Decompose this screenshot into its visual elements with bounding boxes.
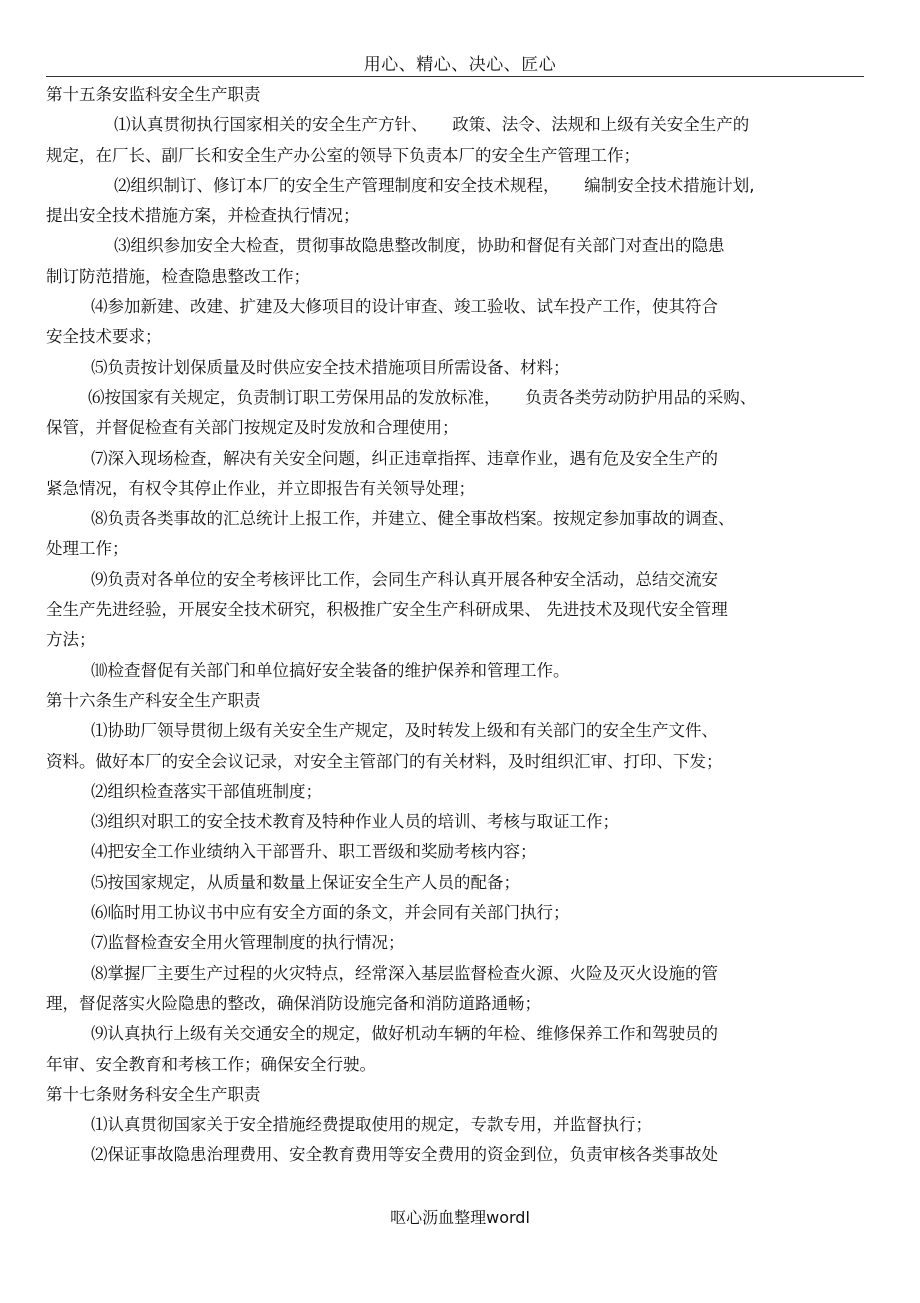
paragraph-line: 提出安全技术措施方案，并检查执行情况； (46, 206, 360, 226)
paragraph-line: ⑷把安全工作业绩纳入干部晋升、职工晋级和奖励考核内容； (91, 842, 537, 862)
document-body (46, 80, 864, 1171)
paragraph-line: ⑻掌握厂主要生产过程的火灾特点，经常深入基层监督检查火源、火险及灭火设施的管 (91, 963, 718, 983)
paragraph-line: ⑸负责按计划保质量及时供应安全技术措施项目所需设备、材料； (91, 357, 570, 377)
paragraph-line: ⑺监督检查安全用火管理制度的执行情况； (91, 933, 405, 953)
paragraph-line: ⑼负责对各单位的安全考核评比工作，会同生产科认真开展各种安全活动，总结交流安 (91, 569, 718, 589)
paragraph-line: ⑵保证事故隐患治理费用、安全教育费用等安全费用的资金到位，负责审核各类事故处 (91, 1145, 718, 1165)
section-heading: 第十五条安监科安全生产职责 (46, 85, 261, 104)
paragraph-line: 方法； (46, 630, 96, 650)
paragraph-line: 紧急情况，有权令其停止作业，并立即报告有关领导处理； (46, 478, 475, 498)
paragraph-line: 处理工作； (46, 539, 129, 559)
paragraph-line: ⑻负责各类事故的汇总统计上报工作，并建立、健全事故档案。按规定参加事故的调查、 (91, 509, 735, 529)
paragraph-line: 理，督促落实火险隐患的整改，确保消防设施完备和消防道路通畅； (46, 993, 541, 1013)
paragraph-line: 资料。做好本厂的安全会议记录，对安全主管部门的有关材料，及时组织汇审、打印、下发； (46, 751, 723, 771)
paragraph-line: ⑵组织检查落实干部值班制度； (91, 781, 322, 801)
paragraph-line: ⑵组织制订、修订本厂的安全生产管理制度和安全技术规程， 编制安全技术措施计划, (114, 175, 755, 195)
paragraph-line: ⑴认真贯彻执行国家相关的安全生产方针、 政策、法令、法规和上级有关安全生产的 (114, 115, 750, 135)
paragraph-line: ⑶组织对职工的安全技术教育及特种作业人员的培训、考核与取证工作； (91, 812, 619, 832)
paragraph-line: ⑹临时用工协议书中应有安全方面的条文，并会同有关部门执行； (91, 903, 570, 923)
paragraph-line: 年审、安全教育和考核工作；确保安全行驶。 (46, 1054, 376, 1074)
paragraph-line: ⑼认真执行上级有关交通安全的规定，做好机动车辆的年检、维修保养工作和驾驶员的 (91, 1024, 718, 1044)
section-heading: 第十七条财务科安全生产职责 (46, 1084, 261, 1104)
paragraph-line: 保管，并督促检查有关部门按规定及时发放和合理使用； (46, 418, 459, 438)
paragraph-line: ⑴协助厂领导贯彻上级有关安全生产规定，及时转发上级和有关部门的安全生产文件、 (91, 721, 718, 741)
paragraph-line: ⑴认真贯彻国家关于安全措施经费提取使用的规定，专款专用，并监督执行； (91, 1115, 652, 1135)
header-divider (46, 76, 864, 77)
paragraph-line: ⑹按国家有关规定，负责制订职工劳保用品的发放标准， 负责各类劳动防护用品的采购、 (88, 387, 757, 407)
section-heading: 第十六条生产科安全生产职责 (46, 690, 261, 710)
paragraph-line: 制订防范措施，检查隐患整改工作； (46, 266, 310, 286)
paragraph-line: 安全技术要求； (46, 327, 162, 347)
paragraph-line: 规定，在厂长、副厂长和安全生产办公室的领导下负责本厂的安全生产管理工作； (46, 145, 640, 165)
paragraph-line: ⑺深入现场检查，解决有关安全问题，纠正违章指挥、违章作业，遇有危及安全生产的 (91, 448, 718, 468)
paragraph-line: ⑶组织参加安全大检查，贯彻事故隐患整改制度，协助和督促有关部门对查出的隐患 (114, 236, 725, 256)
page-header: 用心、精心、决心、匠心 (363, 55, 557, 75)
paragraph-line: ⑷参加新建、改建、扩建及大修项目的设计审查、竣工验收、试车投产工作，使其符合 (91, 297, 718, 317)
page-footer: 呕心沥血整理wordl (390, 1208, 530, 1227)
paragraph-line: ⑽检查督促有关部门和单位搞好安全装备的维护保养和管理工作。 (91, 660, 570, 680)
paragraph-line: ⑸按国家规定，从质量和数量上保证安全生产人员的配备； (91, 872, 520, 892)
paragraph-line: 全生产先进经验，开展安全技术研究，积极推广安全生产科研成果、 先进技术及现代安全管理 (46, 600, 728, 620)
